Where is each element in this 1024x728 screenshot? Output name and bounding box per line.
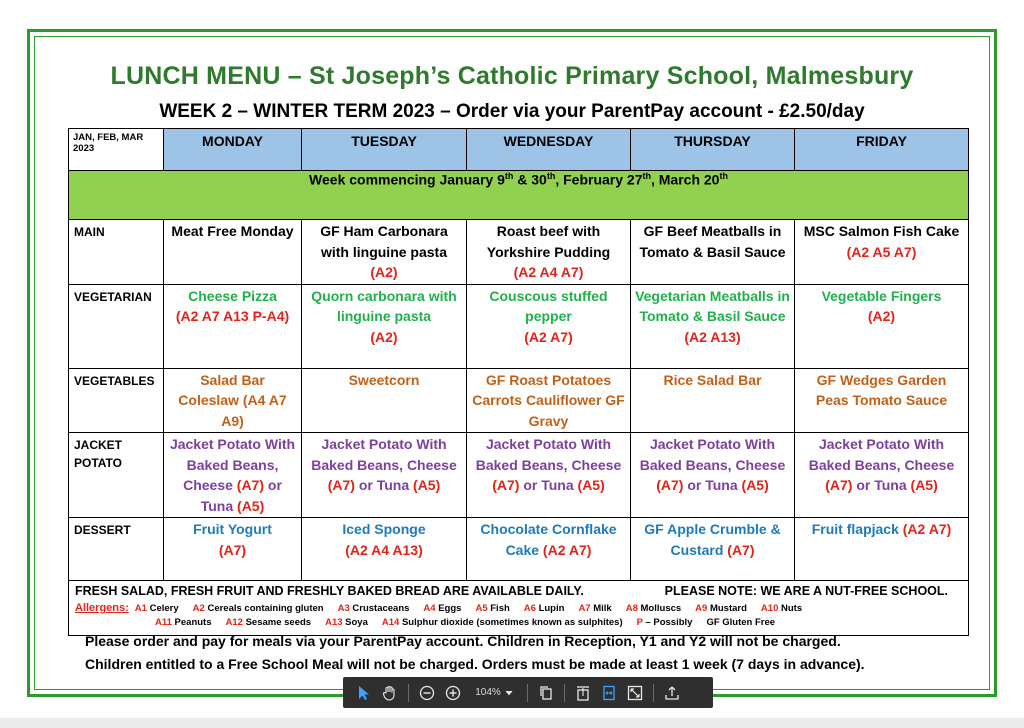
toolbar-separator [527, 684, 528, 702]
allergen-item [338, 603, 410, 614]
fit-width-icon[interactable] [596, 680, 622, 706]
allergen-item [325, 617, 368, 628]
allergen-name: Soya [345, 617, 368, 628]
jacket-monday: Jacket Potato With Baked Beans, Cheese (A7) or Tuna (A5) [164, 433, 302, 518]
table-row-main [69, 220, 969, 285]
vegetables-monday: Salad Bar Coleslaw (A4 A7 A9) [164, 368, 302, 433]
row-label-vegetables: VEGETABLES [69, 368, 164, 433]
allergen-name: Lupin [538, 603, 565, 614]
vegetarian-thursday: Vegetarian Meatballs in Tomato & Basil Sauce (A2 A13) [631, 284, 795, 368]
vegetarian-wednesday: Couscous stuffed pepper (A2 A7) [467, 284, 631, 368]
table-row-vegetables [69, 368, 969, 433]
allergens-label: Allergens: [75, 602, 129, 614]
toolbar-separator [653, 684, 654, 702]
allergen-code: A10 [760, 603, 779, 614]
allergen-code: A14 [381, 617, 400, 628]
day-wednesday: WEDNESDAY [467, 129, 631, 171]
allergen-code: A8 [625, 603, 638, 614]
day-monday: MONDAY [164, 129, 302, 171]
allergen-item [423, 603, 461, 614]
jacket-friday: Jacket Potato With Baked Beans, Cheese (A7) or Tuna (A5) [795, 433, 969, 518]
allergen-code: A9 [695, 603, 708, 614]
jacket-tuesday: Jacket Potato With Baked Beans, Cheese (A7) or Tuna (A5) [302, 433, 467, 518]
menu-table [68, 128, 969, 636]
allergen-code: P [636, 617, 643, 628]
toolbar-separator [564, 684, 565, 702]
allergen-item [193, 603, 324, 614]
table-row-jacket-potato [69, 433, 969, 518]
main-thursday: GF Beef Meatballs in Tomato & Basil Sauce [631, 220, 795, 285]
allergen-name: Peanuts [174, 617, 212, 628]
hand-icon[interactable] [377, 680, 403, 706]
allergen-item [578, 603, 611, 614]
day-thursday: THURSDAY [631, 129, 795, 171]
allergen-name: Crustaceans [352, 603, 410, 614]
main-monday: Meat Free Monday [164, 220, 302, 285]
zoom-out-icon[interactable] [414, 680, 440, 706]
daily-note: FRESH SALAD, FRESH FRUIT AND FRESHLY BAKED BREAD ARE AVAILABLE DAILY. [75, 584, 584, 598]
menu-title: LUNCH MENU – St Joseph’s Catholic Primary School, Malmesbury [110, 62, 914, 90]
dessert-wednesday: Chocolate Cornflake Cake (A2 A7) [467, 518, 631, 581]
allergen-name: Mustard [709, 603, 747, 614]
allergen-name: GF Gluten Free [706, 617, 776, 628]
toolbar-separator [408, 684, 409, 702]
dessert-friday: Fruit flapjack (A2 A7) [795, 518, 969, 581]
allergen-item [761, 603, 802, 614]
allergen-name: Sesame seeds [245, 617, 312, 628]
dessert-tuesday: Iced Sponge (A2 A4 A13) [302, 518, 467, 581]
week-commencing: Week commencing January 9th & 30th, February 27th, March 20th [69, 171, 969, 220]
copy-icon[interactable] [533, 680, 559, 706]
pdf-toolbar [343, 677, 713, 708]
allergen-name: Eggs [438, 603, 462, 614]
vegetables-friday: GF Wedges Garden Peas Tomato Sauce [795, 368, 969, 433]
vegetarian-friday: Vegetable Fingers (A2) [795, 284, 969, 368]
zoom-value: 104% [475, 687, 501, 698]
allergen-name: Milk [593, 603, 612, 614]
main-friday: MSC Salmon Fish Cake (A2 A5 A7) [795, 220, 969, 285]
allergen-code: A3 [337, 603, 350, 614]
allergen-item [475, 603, 509, 614]
allergen-key [75, 601, 962, 630]
allergen-item [626, 603, 681, 614]
upload-icon[interactable] [659, 680, 685, 706]
zoom-select[interactable] [466, 687, 522, 698]
menu-subtitle: WEEK 2 – WINTER TERM 2023 – Order via your ParentPay account - £2.50/day [159, 101, 865, 122]
table-footer-row [69, 581, 969, 636]
allergen-name: Molluscs [640, 603, 682, 614]
fullscreen-icon[interactable] [622, 680, 648, 706]
row-label-dessert: DESSERT [69, 518, 164, 581]
vegetarian-monday: Cheese Pizza (A2 A7 A13 P-A4) [164, 284, 302, 368]
fit-page-icon[interactable] [570, 680, 596, 706]
allergen-item [524, 603, 565, 614]
vegetables-thursday: Rice Salad Bar [631, 368, 795, 433]
table-footer [69, 581, 969, 636]
allergen-name: Fish [490, 603, 510, 614]
allergen-code: A11 [155, 617, 172, 628]
nut-free-note: PLEASE NOTE: WE ARE A NUT-FREE SCHOOL. [664, 584, 948, 598]
allergen-code: A5 [475, 603, 488, 614]
day-friday: FRIDAY [795, 129, 969, 171]
allergen-name: – Possibly [645, 617, 693, 628]
allergen-item [135, 603, 179, 614]
allergen-item [382, 617, 623, 628]
main-wednesday: Roast beef with Yorkshire Pudding (A2 A4 A7) [467, 220, 631, 285]
allergen-code: A6 [523, 603, 536, 614]
row-label-vegetarian: VEGETARIAN [69, 284, 164, 368]
allergen-code: A4 [423, 603, 436, 614]
pointer-icon[interactable] [351, 680, 377, 706]
allergen-name: Cereals containing gluten [207, 603, 324, 614]
jacket-thursday: Jacket Potato With Baked Beans, Cheese (A7) or Tuna (A5) [631, 433, 795, 518]
table-row-vegetarian [69, 284, 969, 368]
chevron-down-icon [505, 690, 513, 696]
allergen-item [695, 603, 747, 614]
allergen-code: A7 [578, 603, 591, 614]
order-note-1: Please order and pay for meals via your ParentPay account. Children in Reception, Y1 and Y2 will not be charged. [85, 633, 841, 649]
allergen-code: A13 [325, 617, 343, 628]
week-row [69, 171, 969, 220]
dessert-thursday: GF Apple Crumble & Custard (A7) [631, 518, 795, 581]
vegetarian-tuesday: Quorn carbonara with linguine pasta (A2) [302, 284, 467, 368]
vegetables-wednesday: GF Roast Potatoes Carrots Cauliflower GF Gravy [467, 368, 631, 433]
allergen-name: Sulphur dioxide (sometimes known as sulphites) [401, 617, 623, 628]
vegetables-tuesday: Sweetcorn [302, 368, 467, 433]
term-label: JAN, FEB, MAR 2023 [69, 129, 164, 171]
zoom-in-icon[interactable] [440, 680, 466, 706]
day-tuesday: TUESDAY [302, 129, 467, 171]
table-row-dessert [69, 518, 969, 581]
allergen-name: Celery [149, 603, 179, 614]
jacket-wednesday: Jacket Potato With Baked Beans, Cheese (A7) or Tuna (A5) [467, 433, 631, 518]
allergen-item [637, 617, 693, 628]
allergen-code: A2 [192, 603, 205, 614]
viewer-bottom-strip [0, 718, 1024, 728]
allergen-item [155, 617, 212, 628]
allergen-code: A1 [134, 603, 147, 614]
row-label-main: MAIN [69, 220, 164, 285]
main-tuesday: GF Ham Carbonara with linguine pasta (A2) [302, 220, 467, 285]
allergen-item [706, 617, 775, 628]
allergen-name: Nuts [781, 603, 803, 614]
header-row [69, 129, 969, 171]
allergen-code: A12 [225, 617, 243, 628]
allergen-item [226, 617, 312, 628]
order-note-2: Children entitled to a Free School Meal will not be charged. Orders must be made at least 1 week (7 days in advance). [85, 656, 865, 672]
row-label-jacket-potato: JACKET POTATO [69, 433, 164, 518]
dessert-monday: Fruit Yogurt (A7) [164, 518, 302, 581]
